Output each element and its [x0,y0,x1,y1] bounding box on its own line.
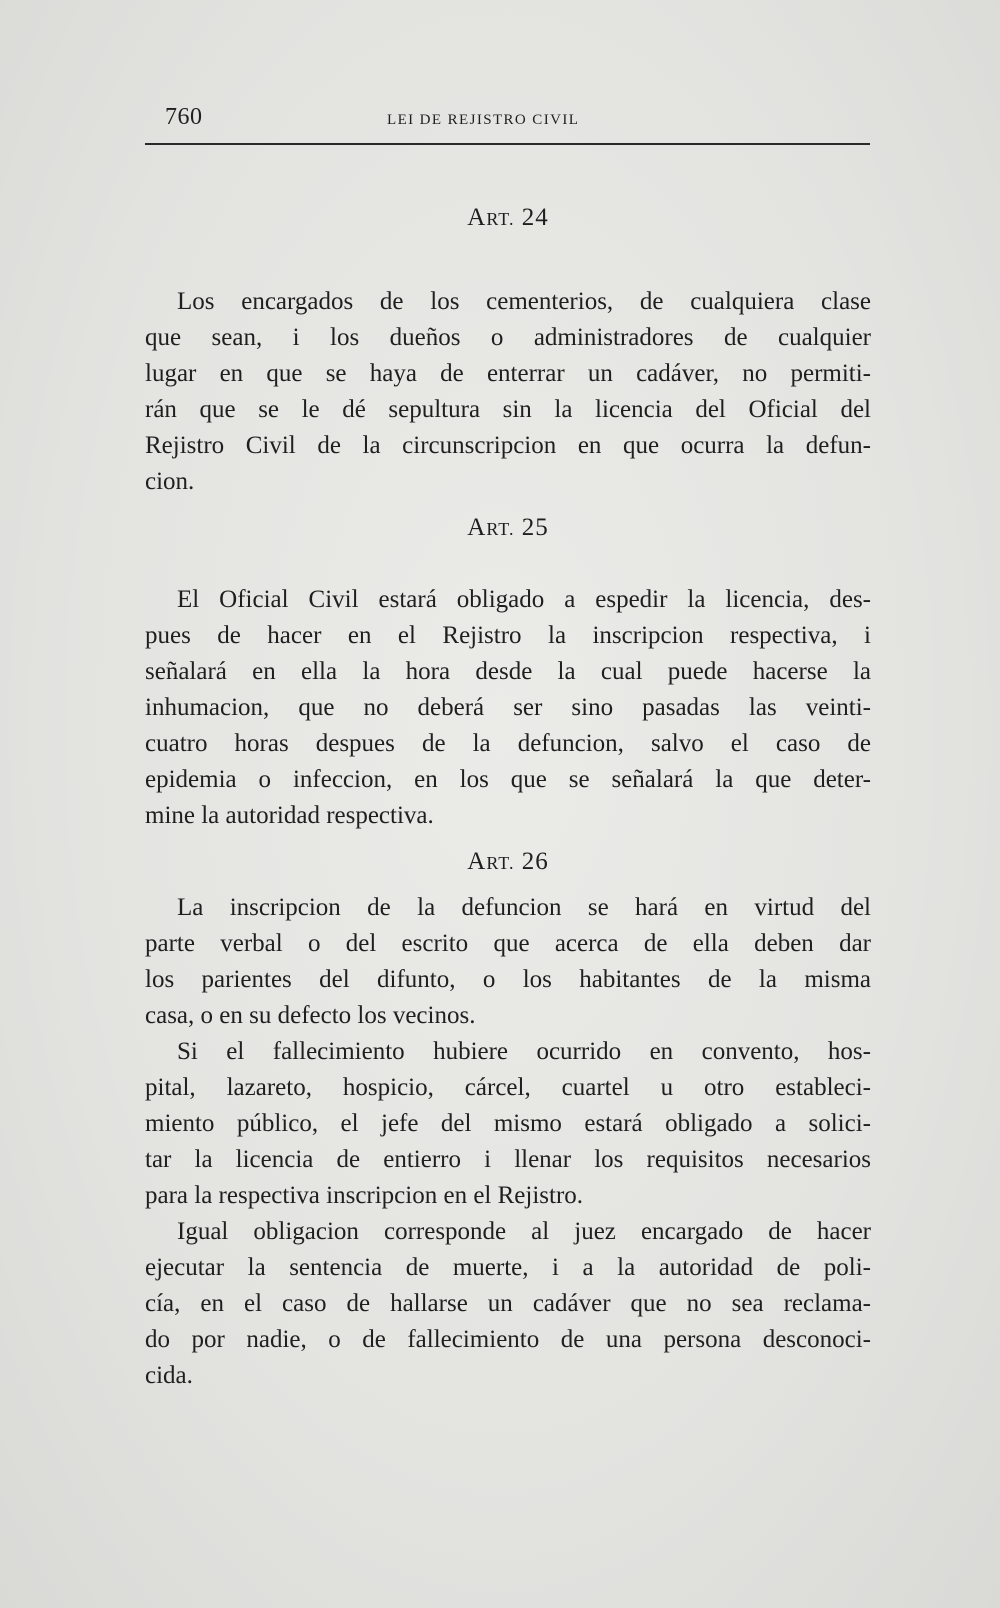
text-line: cion. [145,468,195,495]
text-line: los parientes del difunto, o los habitantes de la misma [145,966,871,993]
text-line: pues de hacer en el Rejistro la inscripcion respectiva, i [145,622,871,649]
text-line: Los encargados de los cementerios, de cualquiera clase [177,288,871,315]
text-line: pital, lazareto, hospicio, cárcel, cuartel u otro estableci- [145,1074,871,1101]
article-heading-25 [145,510,871,546]
text-line: ejecutar la sentencia de muerte, i a la autoridad de poli- [145,1254,871,1281]
text-line: miento público, el jefe del mismo estará obligado a solici- [145,1110,871,1137]
article-heading-abbrev: RT. [486,853,515,873]
article-heading-24 [145,200,871,236]
text-line: cuatro horas despues de la defuncion, salvo el caso de [145,730,871,757]
article-heading-abbrev: RT. [486,209,515,229]
article-26-paragraph-3 [145,1214,871,1394]
text-line: epidemia o infeccion, en los que se señalará la que deter- [145,766,871,793]
text-line: Igual obligacion corresponde al juez encargado de hacer [177,1218,871,1245]
article-heading-prefix: A [467,848,487,875]
article-24-paragraph-1 [145,284,871,500]
text-line: Rejistro Civil de la circunscripcion en que ocurra la defun- [145,432,871,459]
article-25-paragraph-1 [145,582,871,834]
running-title: LEI DE REJISTRO CIVIL [387,112,580,128]
article-heading-prefix: A [467,514,487,541]
article-number: 24 [521,204,549,231]
article-number: 26 [521,848,549,875]
article-26-paragraph-2 [145,1034,871,1214]
page-number: 760 [165,104,203,130]
text-line: cida. [145,1362,193,1389]
article-26-paragraph-1 [145,890,871,1034]
text-line: parte verbal o del escrito que acerca de ella deben dar [145,930,871,957]
text-line: señalará en ella la hora desde la cual puede hacerse la [145,658,871,685]
text-line: lugar en que se haya de enterrar un cadáver, no permiti- [145,360,871,387]
page-body [145,200,871,1394]
text-line: El Oficial Civil estará obligado a espedir la licencia, des- [177,586,871,613]
article-heading-prefix: A [467,204,487,231]
text-line: para la respectiva inscripcion en el Rejistro. [145,1182,584,1209]
article-number: 25 [521,514,549,541]
text-line: La inscripcion de la defuncion se hará en virtud del [177,894,871,921]
text-line: casa, o en su defecto los vecinos. [145,1002,476,1029]
text-line: cía, en el caso de hallarse un cadáver que no sea reclama- [145,1290,871,1317]
text-line: mine la autoridad respectiva. [145,802,434,829]
text-line: que sean, i los dueños o administradores de cualquier [145,324,871,351]
text-line: tar la licencia de entierro i llenar los requisitos necesarios [145,1146,871,1173]
header-rule [145,143,870,145]
text-line: inhumacion, que no deberá ser sino pasadas las veinti- [145,694,871,721]
article-heading-abbrev: RT. [486,519,515,539]
text-line: rán que se le dé sepultura sin la licencia del Oficial del [145,396,871,423]
article-heading-26 [145,844,871,880]
running-head [145,104,870,134]
text-line: do por nadie, o de fallecimiento de una persona desconoci- [145,1326,871,1353]
text-line: Si el fallecimiento hubiere ocurrido en convento, hos- [177,1038,871,1065]
